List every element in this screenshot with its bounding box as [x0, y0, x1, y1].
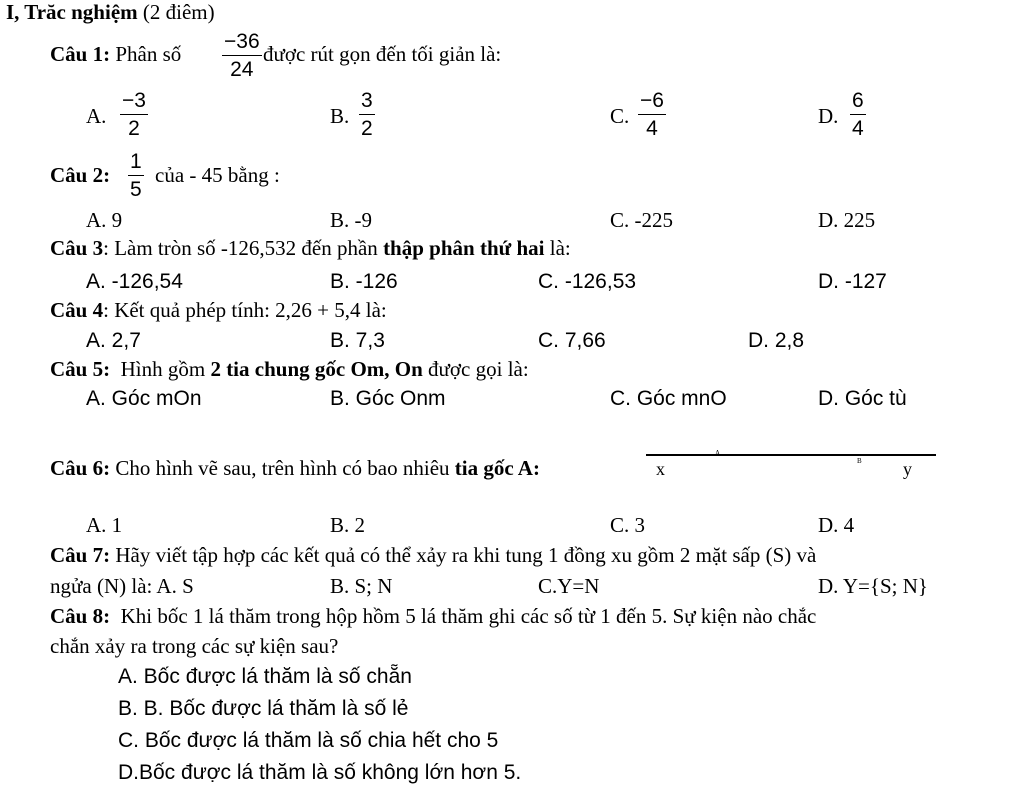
q2-option-a: A. 9: [86, 208, 123, 232]
question-2: Câu 2:: [50, 163, 111, 187]
q1-option-d-letter: D.: [818, 104, 839, 128]
question-8: Câu 8: Khi bốc 1 lá thăm trong hộp hồm 5 lá thăm ghi các số từ 1 đến 5. Sự kiện nào chắc: [50, 604, 817, 628]
q5-option-d: D. Góc tù: [818, 387, 907, 410]
q8-option-a: A. Bốc được lá thăm là số chẵn: [118, 665, 412, 688]
q4-option-a: A. 2,7: [86, 329, 141, 352]
q1-option-c-letter: C.: [610, 104, 630, 128]
q7-line2: ngửa (N) là: A. S: [50, 574, 194, 598]
q8-option-b: B. B. Bốc được lá thăm là số lẻ: [118, 697, 409, 720]
q5-option-b: B. Góc Onm: [330, 387, 446, 410]
q2-option-c: C. -225: [610, 208, 673, 232]
q2-option-d: D. 225: [818, 208, 876, 232]
q6-option-d: D. 4: [818, 513, 855, 537]
question-4: Câu 4: Kết quả phép tính: 2,26 + 5,4 là:: [50, 298, 387, 322]
q3-option-b: B. -126: [330, 270, 398, 293]
q6-option-b: B. 2: [330, 513, 366, 537]
q3-option-c: C. -126,53: [538, 270, 637, 293]
question-7: Câu 7: Hãy viết tập hợp các kết quả có thể xảy ra khi tung 1 đồng xu gồm 2 mặt sấp (S) và: [50, 543, 817, 567]
q1-option-b-letter: B.: [330, 104, 350, 128]
q2-option-b: B. -9: [330, 208, 372, 232]
q7-option-c: C.Y=N: [538, 574, 600, 598]
point-a-label: A: [715, 449, 721, 457]
q1-option-d-fraction: $\frac{6}{4}$: [852, 89, 864, 140]
q8-line2: chắn xảy ra trong các sự kiện sau?: [50, 634, 339, 658]
section-title: I, Trăc nghiệm (2 điêm): [6, 0, 215, 24]
q1-fraction: $\frac{-36}{24}$: [224, 30, 260, 81]
question-3: Câu 3: Làm tròn số -126,532 đến phần thập phân thứ hai là:: [50, 236, 571, 260]
q8-option-d: D.Bốc được lá thăm là số không lớn hơn 5.: [118, 761, 522, 784]
q6-option-c: C. 3: [610, 513, 646, 537]
q8-option-c: C. Bốc được lá thăm là số chia hết cho 5: [118, 729, 499, 752]
point-b-label: B: [857, 457, 862, 465]
q1-option-a-letter: A.: [86, 104, 107, 128]
q3-option-d: D. -127: [818, 270, 887, 293]
q4-option-c: C. 7,66: [538, 329, 606, 352]
q5-option-c: C. Góc mnO: [610, 387, 727, 410]
q1-text: được rút gọn đến tối giản là:: [263, 42, 502, 66]
point-x-label: x: [656, 459, 665, 479]
q7-option-d: D. Y={S; N}: [818, 574, 928, 598]
question-1: Câu 1: Phân số: [50, 42, 182, 66]
question-6: Câu 6: Cho hình vẽ sau, trên hình có bao nhiêu tia gốc A:: [50, 456, 540, 480]
q5-option-a: A. Góc mOn: [86, 387, 202, 410]
q6-option-a: A. 1: [86, 513, 123, 537]
q2-fraction: $\frac{1}{5}$: [130, 150, 142, 201]
question-5: Câu 5: Hình gồm 2 tia chung gốc Om, On được gọi là:: [50, 357, 529, 381]
q1-option-a-fraction: $\frac{-3}{2}$: [122, 89, 146, 140]
q7-option-b: B. S; N: [330, 574, 393, 598]
q1-option-b-fraction: $\frac{3}{2}$: [361, 89, 373, 140]
q1-option-c-fraction: $\frac{-6}{4}$: [640, 89, 664, 140]
ray-line: [646, 454, 936, 456]
q4-option-b: B. 7,3: [330, 329, 385, 352]
q2-text: của - 45 bằng :: [155, 163, 280, 187]
q3-option-a: A. -126,54: [86, 270, 183, 293]
q4-option-d: D. 2,8: [748, 329, 805, 352]
point-y-label: y: [903, 459, 912, 479]
